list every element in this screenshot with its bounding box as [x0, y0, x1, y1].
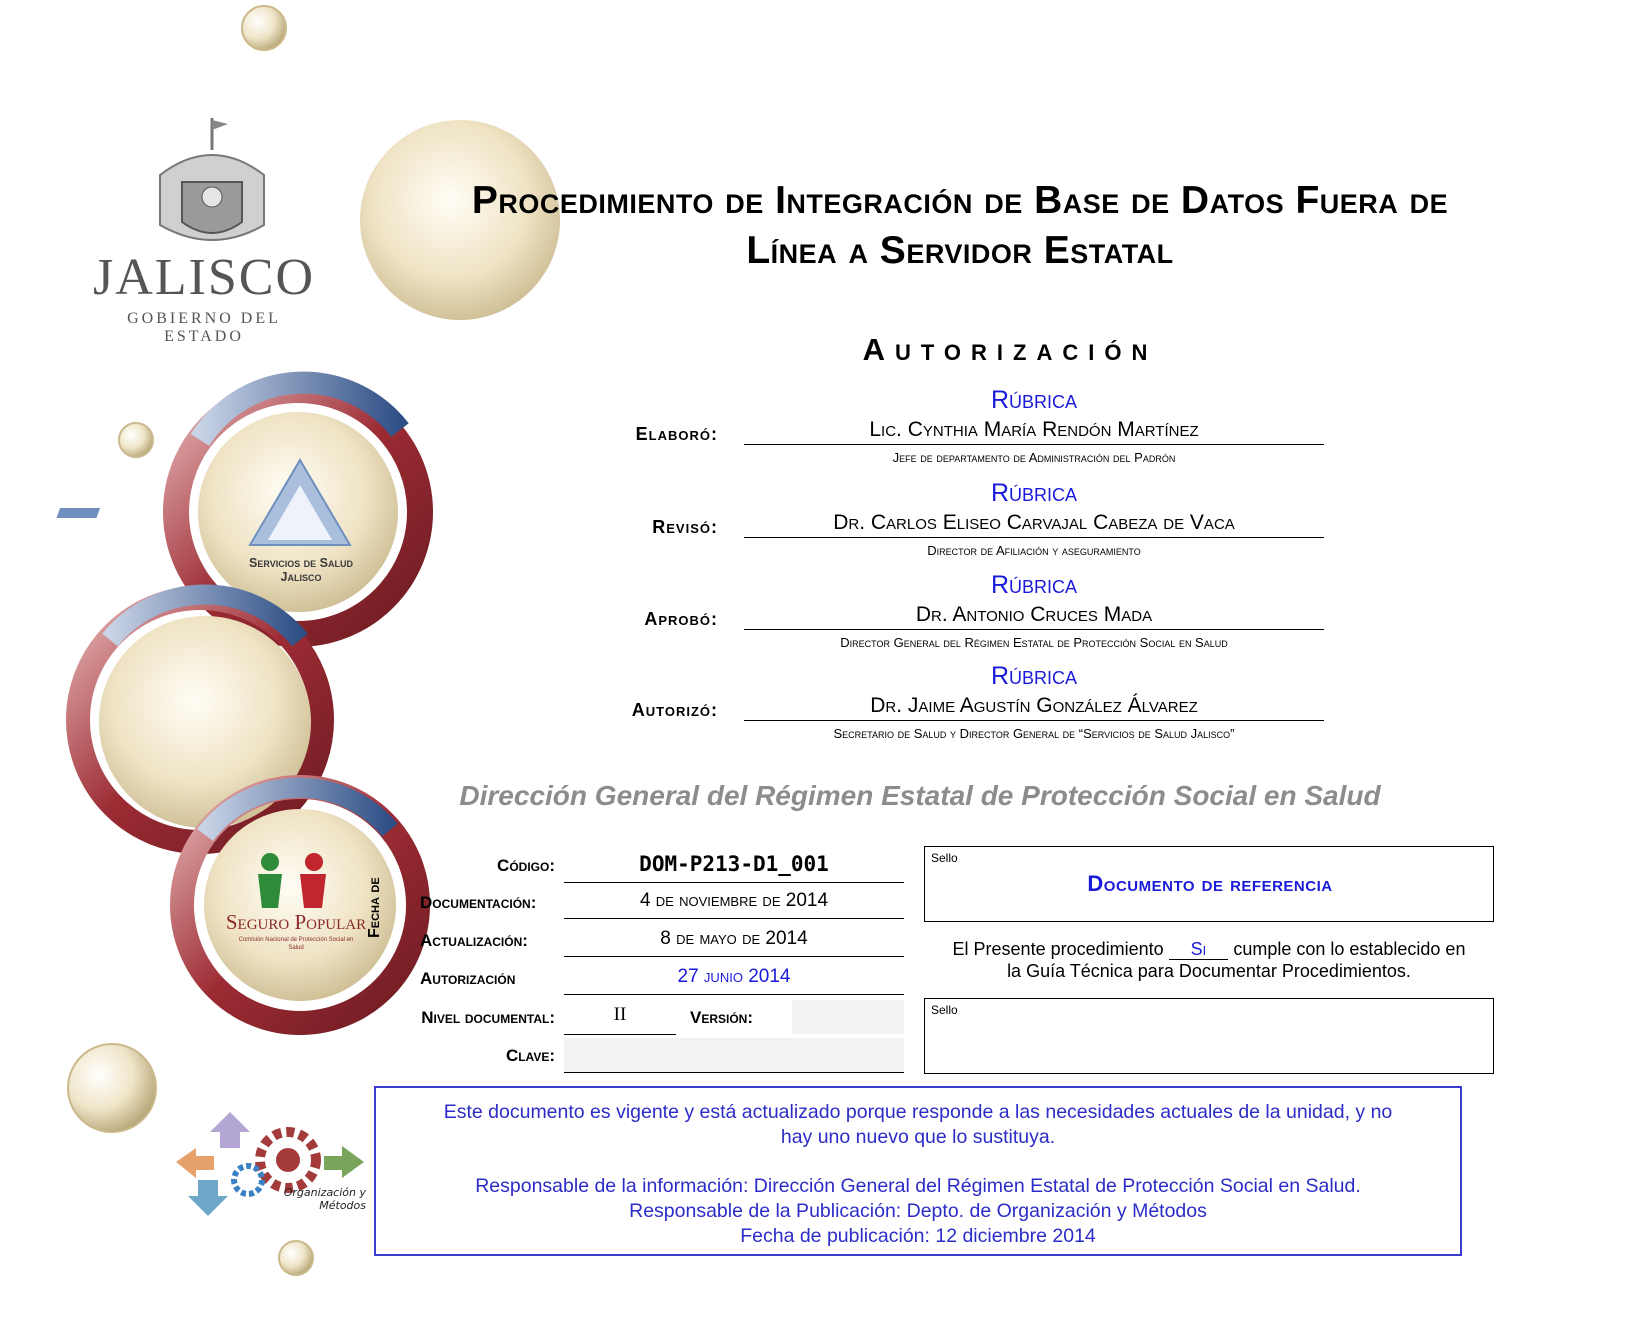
info-line: Responsable de la información: Dirección General del Régimen Estatal de Protección Social en Salud. — [475, 1175, 1361, 1197]
pearl-decoration — [242, 6, 286, 50]
document-title-line2: Línea a Servidor Estatal — [746, 229, 1174, 272]
fecha-de-label: Fecha de — [366, 877, 383, 938]
version-label: Versión: — [690, 1008, 754, 1027]
presente-line1 — [924, 938, 1494, 960]
presente-before: El Presente procedimiento — [952, 939, 1164, 959]
pearl-decoration — [68, 1044, 156, 1132]
seguro-popular-logo-name: Seguro Popular — [225, 910, 367, 934]
autorizacion-value: 27 junio 2014 — [564, 966, 904, 995]
clave-value — [564, 1038, 904, 1073]
ssj-logo-label — [226, 556, 376, 584]
document-title-line1: Procedimiento de Integración de Base de Datos Fuera de — [471, 179, 1449, 222]
clave-label: Clave: — [505, 1046, 555, 1065]
signature-rubrica: Rúbrica — [990, 662, 1078, 690]
signature-rubrica: Rúbrica — [990, 386, 1078, 414]
jalisco-coat-of-arms — [160, 118, 264, 240]
signature-role: Elaboró: — [635, 424, 718, 444]
pearl-decoration — [119, 423, 153, 457]
info-line: Este documento es vigente y está actualizado porque responde a las necesidades actuales de la unidad, y no — [443, 1101, 1393, 1123]
nivel-value: II — [564, 1004, 676, 1035]
signature-rubrica: Rúbrica — [990, 479, 1078, 507]
sello-label: Sello — [931, 1003, 958, 1017]
signature-name: Dr. Carlos Eliseo Carvajal Cabeza de Vaca — [744, 511, 1324, 538]
signature-position: Secretario de Salud y Director General de “Servicios de Salud Jalisco” — [833, 726, 1235, 741]
presente-statement — [924, 938, 1494, 982]
document-title — [360, 176, 1560, 276]
presente-after: cumple con lo establecido en — [1233, 939, 1466, 959]
info-line: Fecha de publicación: 12 diciembre 2014 — [740, 1225, 1096, 1247]
presente-line2: la Guía Técnica para Documentar Procedimientos. — [1007, 961, 1411, 981]
info-box — [374, 1086, 1462, 1256]
ssj-logo-line2: Jalisco — [280, 570, 322, 584]
om-logo-line2: Métodos — [319, 1199, 366, 1212]
documentacion-label: Documentación: — [420, 893, 537, 912]
sello-box-bottom — [924, 998, 1494, 1074]
codigo-label: Código: — [497, 856, 555, 875]
signature-name: Dr. Antonio Cruces Mada — [744, 603, 1324, 630]
ssj-logo-line1: Servicios de Salud — [249, 556, 353, 570]
autorizacion-label: Autorización — [420, 969, 516, 988]
jalisco-logo-subtitle: GOBIERNO DEL ESTADO — [127, 310, 281, 345]
pearl-decoration — [279, 1241, 313, 1275]
om-logo-line1: Organización y — [283, 1186, 366, 1199]
jalisco-logo-wordmark: JALISCO — [92, 249, 316, 306]
authorization-heading: Autorización — [862, 332, 1158, 367]
seguro-popular-logo-subtitle: Comisión Nacional de Protección Social en Salud — [238, 937, 354, 951]
info-line: Responsable de la Publicación: Depto. de Organización y Métodos — [629, 1200, 1207, 1222]
version-value — [792, 1000, 904, 1034]
signature-rubrica: Rúbrica — [990, 571, 1078, 599]
documentacion-value: 4 de noviembre de 2014 — [564, 890, 904, 919]
sello-box-top — [924, 846, 1494, 922]
signature-role: Autorizó: — [631, 700, 718, 720]
sello-label: Sello — [931, 851, 958, 865]
om-logo-label — [226, 1186, 366, 1212]
signature-role: Revisó: — [652, 517, 718, 537]
actualizacion-value: 8 de mayo de 2014 — [564, 928, 904, 957]
signature-position: Director General del Régimen Estatal de Protección Social en Salud — [840, 635, 1228, 650]
presente-value: Si — [1169, 939, 1229, 960]
signature-name: Dr. Jaime Agustín González Álvarez — [744, 694, 1324, 721]
signature-name: Lic. Cynthia María Rendón Martínez — [744, 418, 1324, 445]
info-line: hay uno nuevo que lo sustituya. — [780, 1126, 1056, 1148]
directorate-title: Dirección General del Régimen Estatal de Protección Social en Salud — [459, 780, 1381, 811]
codigo-value: DOM-P213-D1_001 — [564, 852, 904, 883]
signature-position: Jefe de departamento de Administración del Padrón — [892, 450, 1176, 465]
signature-role: Aprobó: — [644, 609, 718, 629]
nivel-label: Nivel documental: — [421, 1008, 555, 1027]
signature-position: Director de Afiliación y aseguramiento — [927, 543, 1141, 558]
documento-de-referencia: Documento de referencia — [1087, 871, 1333, 896]
actualizacion-label: Actualización: — [420, 931, 528, 950]
